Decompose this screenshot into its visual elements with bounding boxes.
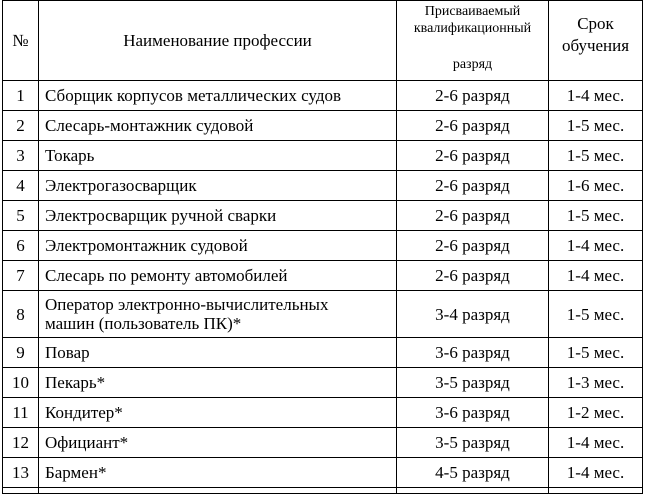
- row-term: 1-4 мес.: [549, 81, 643, 111]
- row-rank: 2-6 разряд: [397, 171, 549, 201]
- row-num: 4: [3, 171, 39, 201]
- row-num: 1: [3, 81, 39, 111]
- row-term-empty: [549, 488, 643, 494]
- row-name: Электромонтажник судовой: [39, 231, 397, 261]
- header-num: №: [3, 1, 39, 81]
- row-num-empty: [3, 488, 39, 494]
- row-term: 1-5 мес.: [549, 338, 643, 368]
- row-rank: 3-5 разряд: [397, 368, 549, 398]
- row-num: 6: [3, 231, 39, 261]
- row-rank: 3-6 разряд: [397, 398, 549, 428]
- row-name: Электросварщик ручной сварки: [39, 201, 397, 231]
- row-name: Пекарь*: [39, 368, 397, 398]
- row-term: 1-6 мес.: [549, 171, 643, 201]
- row-rank: 2-6 разряд: [397, 81, 549, 111]
- row-rank-empty: [397, 488, 549, 494]
- table-row: [3, 111, 643, 141]
- row-name-line2: машин (пользователь ПК)*: [45, 314, 242, 333]
- table-row-cut: [3, 488, 643, 494]
- table-row: [3, 261, 643, 291]
- row-name: Бармен*: [39, 458, 397, 488]
- row-num: 11: [3, 398, 39, 428]
- row-term: 1-2 мес.: [549, 398, 643, 428]
- table-row: [3, 81, 643, 111]
- row-term: 1-3 мес.: [549, 368, 643, 398]
- row-num: 5: [3, 201, 39, 231]
- row-num: 10: [3, 368, 39, 398]
- row-rank: 3-5 разряд: [397, 428, 549, 458]
- table-row: [3, 291, 643, 338]
- header-term-line2: обучения: [561, 36, 630, 55]
- table-row: [3, 338, 643, 368]
- row-num: 2: [3, 111, 39, 141]
- row-num: 3: [3, 141, 39, 171]
- row-name: Слесарь-монтажник судовой: [39, 111, 397, 141]
- professions-table: [2, 0, 643, 494]
- table-row: [3, 368, 643, 398]
- row-num: 8: [3, 291, 39, 338]
- row-name: Кондитер*: [39, 398, 397, 428]
- row-term: 1-4 мес.: [549, 261, 643, 291]
- row-term: 1-4 мес.: [549, 458, 643, 488]
- row-rank: 3-6 разряд: [397, 338, 549, 368]
- row-term: 1-5 мес.: [549, 111, 643, 141]
- row-term: 1-5 мес.: [549, 141, 643, 171]
- table-row: [3, 428, 643, 458]
- row-rank: 2-6 разряд: [397, 201, 549, 231]
- row-name-line1: Оператор электронно-вычислительных: [45, 295, 329, 314]
- row-rank: 3-4 разряд: [397, 291, 549, 338]
- table-row: [3, 231, 643, 261]
- table-row: [3, 141, 643, 171]
- table-row: [3, 398, 643, 428]
- header-rank-line2: квалификационный: [413, 21, 532, 36]
- row-term: 1-4 мес.: [549, 231, 643, 261]
- header-name: Наименование профессии: [39, 1, 397, 81]
- row-name: Официант*: [39, 428, 397, 458]
- table-header-row: [3, 1, 643, 81]
- row-term: 1-5 мес.: [549, 201, 643, 231]
- header-term-line1: Срок: [577, 14, 614, 33]
- table-row: [3, 201, 643, 231]
- table-row: [3, 458, 643, 488]
- row-term: 1-4 мес.: [549, 428, 643, 458]
- header-rank-line3: разряд: [452, 57, 493, 72]
- row-name-empty: [39, 488, 397, 494]
- row-name: Слесарь по ремонту автомобилей: [39, 261, 397, 291]
- row-num: 12: [3, 428, 39, 458]
- row-rank: 2-6 разряд: [397, 111, 549, 141]
- table-row: [3, 171, 643, 201]
- row-name: Электрогазосварщик: [39, 171, 397, 201]
- row-name: Повар: [39, 338, 397, 368]
- row-name: Сборщик корпусов металлических судов: [39, 81, 397, 111]
- row-rank: 2-6 разряд: [397, 141, 549, 171]
- row-term: 1-5 мес.: [549, 291, 643, 338]
- header-rank: [397, 1, 549, 81]
- row-num: 9: [3, 338, 39, 368]
- row-rank: 2-6 разряд: [397, 231, 549, 261]
- header-rank-line1: Присваиваемый: [424, 4, 521, 19]
- header-term: [549, 1, 643, 81]
- row-name: Токарь: [39, 141, 397, 171]
- row-rank: 2-6 разряд: [397, 261, 549, 291]
- row-name: [39, 291, 397, 338]
- row-num: 13: [3, 458, 39, 488]
- row-num: 7: [3, 261, 39, 291]
- row-rank: 4-5 разряд: [397, 458, 549, 488]
